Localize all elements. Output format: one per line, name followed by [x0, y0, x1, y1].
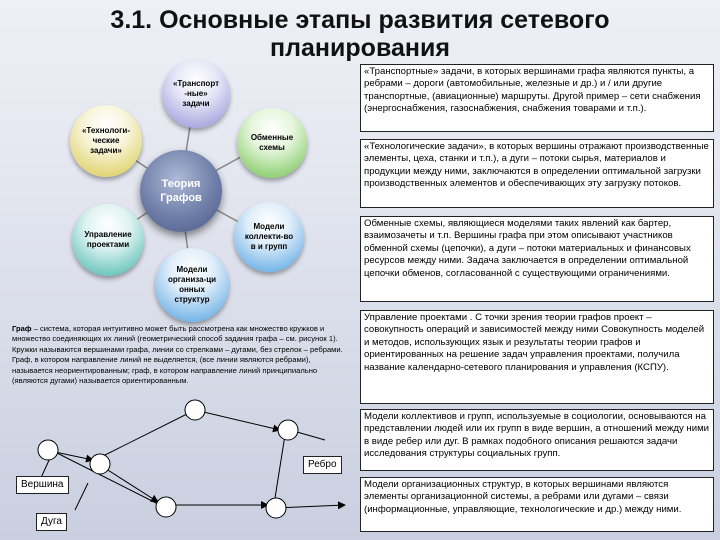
center-line1: Теория — [161, 178, 201, 190]
desc-text: «Транспортные» задачи, в которых вершинами графа являются пункты, а ребрами – дороги (автомобильные, железные и др.) и / или другие транспортные, (авиационные) маршруты. Другой пример – сети снабжения (энергоснабжения, газоснабжения, снабжения товарами и т.п.). — [364, 66, 701, 115]
circle-kollektiv-line: коллекти-во — [244, 232, 294, 241]
desc-box-upravlenie — [360, 310, 714, 404]
graph-definition — [12, 324, 348, 386]
desc-text: Управление проектами . С точки зрения теории графов проект – совокупность операций и зависимостей между ними Совокупность моделей и методов, использующих язык и результаты теории графов и ориентированных на решение задач управления проектами, получила название календарно-сетевого планирования и управления (КСПУ). — [364, 312, 705, 373]
circle-center-graph-theory — [140, 150, 222, 232]
circle-upravlenie — [72, 204, 144, 276]
circle-tekhnolog-line: «Технологи- — [81, 126, 131, 135]
graph-node — [90, 454, 110, 474]
circle-upravlenie-line: Управление — [84, 230, 132, 239]
label-edge: Ребро — [303, 456, 342, 474]
center-line2: Графов — [160, 192, 202, 204]
circle-upravlenie-line: проектами — [86, 240, 130, 249]
graph-edge — [75, 483, 88, 510]
circle-kollektiv-line: в и групп — [250, 242, 288, 251]
desc-box-obmen — [360, 216, 714, 302]
circle-org-line: Модели — [176, 265, 208, 274]
circle-kollektiv — [234, 202, 304, 272]
graph-edge — [275, 435, 285, 498]
page-title-line2: планирования — [270, 34, 450, 62]
circle-org — [155, 248, 229, 322]
desc-box-transport — [360, 64, 714, 132]
graph-node — [278, 420, 298, 440]
desc-text: Обменные схемы, являющиеся моделями таких явлений как бартер, взаимозачеты и т.п. Вершины графа при этом описывают участников обменной схемы (цепочки), а дуги – потоки материальных и финансовых ресурсов между ними. Задача заключается в определении оптимальной цепочки обменов, согласованной с существующими ограничениями. — [364, 218, 691, 279]
circle-tekhnolog-line: ческие — [92, 136, 120, 145]
graph-edge — [55, 452, 93, 460]
page-title-line1: 3.1. Основные этапы развития сетевого — [110, 6, 610, 34]
graph-node — [266, 498, 286, 518]
circle-obmen-line: Обменные — [250, 133, 294, 142]
graph-node — [156, 497, 176, 517]
circle-obmen — [237, 108, 307, 178]
circle-tekhnolog-line: задачи» — [90, 146, 122, 155]
label-vertex: Вершина — [16, 476, 69, 494]
desc-text: Модели коллективов и групп, используемые в социологии, основываются на представлении людей или их групп в виде вершин, а отношений между ними в виде ребер или дуг. В рамках подобного описания решаются задачи исследования структуры социальных групп. — [364, 411, 710, 460]
graph-definition-text: – система, которая интуитивно может быть рассмотрена как множество кружков и множество соединяющих их линий (геометрический способ задания графа – см. рисунок 1). Кружки называются вершинами графа, линии со стрелками – дугами, без стрелок – ребрами. Граф, в котором направление линий не выделяется, (все линии являются ребрами), называется неориентированным; граф, в котором направление линий принципиально (являются дугами) называется ориентированным. — [12, 324, 343, 386]
circle-org-line: организа-ци — [167, 275, 217, 284]
label-arc: Дуга — [36, 513, 67, 531]
desc-box-kollektiv — [360, 409, 714, 471]
graph-illustration — [0, 380, 360, 540]
graph-edge — [195, 410, 280, 430]
graph-edge — [95, 410, 195, 460]
circle-obmen-line: схемы — [259, 143, 285, 152]
circle-org-line: структур — [174, 295, 210, 304]
circle-transport-line: «Транспорт — [172, 79, 220, 88]
circle-transport — [162, 60, 230, 128]
desc-box-tekhnolog — [360, 139, 714, 208]
graph-theory-cluster — [0, 0, 360, 320]
graph-edge — [100, 465, 158, 502]
graph-term: Граф — [12, 324, 32, 333]
desc-text: Модели организационных структур, в которых вершинами являются элементы организационной системы, а ребрами или дугами – связи (информационные, управляющие, технологические и др.) между ними. — [364, 479, 682, 515]
graph-node — [185, 400, 205, 420]
desc-text: «Технологические задачи», в которых вершины отражают производственные элементы, цеха, станки и т.п.), а дуги – потоки сырья, материалов и продукции между ними, заключаются в определении оптимальной загрузки производственных элементов и обеспечивающих эту загрузку потоков. — [364, 141, 709, 190]
circle-transport-line: задачи — [182, 99, 210, 108]
circle-org-line: онных — [179, 285, 205, 294]
circle-transport-line: -ные» — [184, 89, 208, 98]
circle-tekhnolog — [70, 105, 142, 177]
graph-node — [38, 440, 58, 460]
circle-kollektiv-line: Модели — [253, 222, 285, 231]
desc-box-org — [360, 477, 714, 532]
